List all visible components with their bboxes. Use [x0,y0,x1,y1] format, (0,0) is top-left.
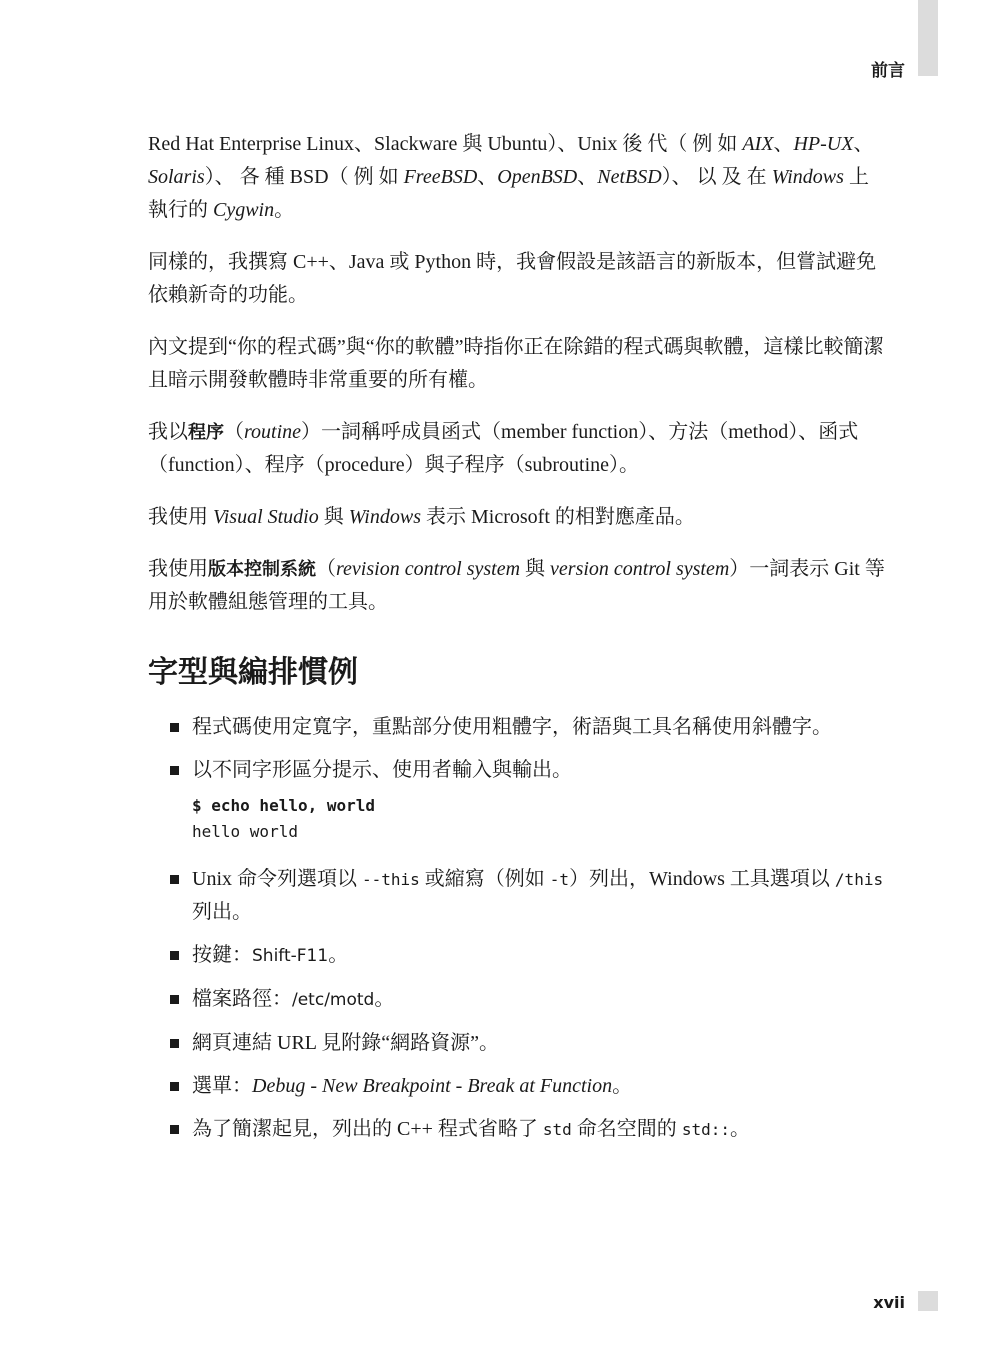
text: ）一詞稱呼成員函式（member function）、方法（method）、函式（function）、程序（procedure）與子程序（subroutine）。 [148,421,859,476]
term-routine-zh: 程序 [188,422,224,443]
bullet-icon [170,951,179,960]
term-cygwin: Cygwin [213,199,275,221]
text: 、 [853,133,874,155]
text: 。 [274,199,295,221]
text: 我使用 [148,506,213,528]
bullet-icon [170,1125,179,1134]
term-routine: routine [244,421,302,443]
code-output: hello world [192,822,298,841]
running-head: 前言 [871,61,905,81]
text: （ [316,558,336,580]
menu-example: Debug - New Breakpoint - Break at Function [252,1075,613,1097]
footer-thumb-tab [918,1291,938,1311]
bullet-icon [170,1082,179,1091]
paragraph-visual-studio [148,501,886,534]
list-item [148,863,886,929]
term-freebsd: FreeBSD [403,166,478,188]
text: 程式碼使用定寬字，重點部分使用粗體字，術語與工具名稱使用斜體字。 [192,716,832,738]
code-std: std [542,1120,572,1139]
text: ）列出，Windows 工具選項以 [569,868,835,890]
text: 或縮寫（例如 [419,868,550,890]
code-option-short: -t [549,870,570,889]
text: 我使用 [148,558,208,580]
text: 。 [729,1118,750,1140]
bullet-icon [170,995,179,1004]
code-std-prefix: std:: [681,1120,730,1139]
text: 、 [577,166,598,188]
term-netbsd: NetBSD [597,166,662,188]
text: 列出。 [192,901,252,923]
text: 命名空間的 [571,1118,682,1140]
list-item [148,1113,886,1146]
term-aix: AIX [742,133,774,155]
code-example [192,793,886,845]
text: 與 [318,506,349,528]
bullet-icon [170,875,179,884]
conventions-list [148,711,886,787]
text: 檔案路徑： [192,988,292,1010]
term-openbsd: OpenBSD [497,166,578,188]
list-item [148,1070,886,1103]
paragraph-platforms [148,128,886,227]
term-solaris: Solaris [148,166,205,188]
list-item [148,983,886,1017]
term-vcs-zh: 版本控制系統 [208,559,316,580]
text: Unix 命令列選項以 [192,868,362,890]
term-version-control: version control system [550,558,730,580]
text: 按鍵： [192,944,252,966]
text: ）、 以 及 在 [661,166,772,188]
paragraph-routine [148,416,886,482]
text: 選單： [192,1075,252,1097]
text: Red Hat Enterprise Linux、Slackware 與 Ubuntu）、Unix 後 代（ 例 如 [148,133,743,155]
list-item [148,939,886,973]
list-item [148,754,886,787]
text: 與 [520,558,551,580]
code-command: $ echo hello, world [192,796,376,815]
list-item [148,1027,886,1060]
text: 以不同字形區分提示、使用者輸入與輸出。 [192,759,572,781]
term-revision-control: revision control system [336,558,521,580]
conventions-list-continued [148,863,886,1146]
text: ）一詞表示 Git 等用於軟體組態管理的工具。 [148,558,885,613]
section-heading: 字型與編排慣例 [148,655,358,690]
bullet-icon [170,1039,179,1048]
header-thumb-tab [918,0,938,76]
text: 、 [477,166,498,188]
paragraph-your-code: 內文提到“你的程式碼”與“你的軟體”時指你正在除錯的程式碼與軟體，這樣比較簡潔且暗示開發軟體時非常重要的所有權。 [148,336,884,391]
page-number: xvii [873,1293,905,1312]
term-hpux: HP-UX [793,133,854,155]
key-example: Shift-F11 [252,946,329,966]
text: 表示 Microsoft 的相對應產品。 [421,506,695,528]
paragraph-version-control [148,553,886,619]
code-option-windows: /this [834,870,884,889]
text: 為了簡潔起見，列出的 C++ 程式省略了 [192,1118,543,1140]
text: 。 [328,944,349,966]
path-example: /etc/motd [292,990,375,1010]
bullet-icon [170,723,179,732]
text: 、 [773,133,794,155]
text: 。 [374,988,395,1010]
term-windows: Windows [771,166,844,188]
code-option-long: --this [362,870,420,889]
text: （ [224,421,244,443]
text: 上執行的 [148,166,869,221]
text: 網頁連結 URL 見附錄“網路資源”。 [192,1032,500,1054]
term-visual-studio: Visual Studio [213,506,319,528]
page-body [148,128,886,1156]
text: 我以 [148,421,188,443]
list-item [148,711,886,744]
text: ）、 各 種 BSD（ 例 如 [204,166,404,188]
text: 。 [612,1075,633,1097]
bullet-icon [170,766,179,775]
term-windows: Windows [348,506,421,528]
paragraph-language-versions: 同樣的，我撰寫 C++、Java 或 Python 時，我會假設是該語言的新版本，但嘗試避免依賴新奇的功能。 [148,251,877,306]
